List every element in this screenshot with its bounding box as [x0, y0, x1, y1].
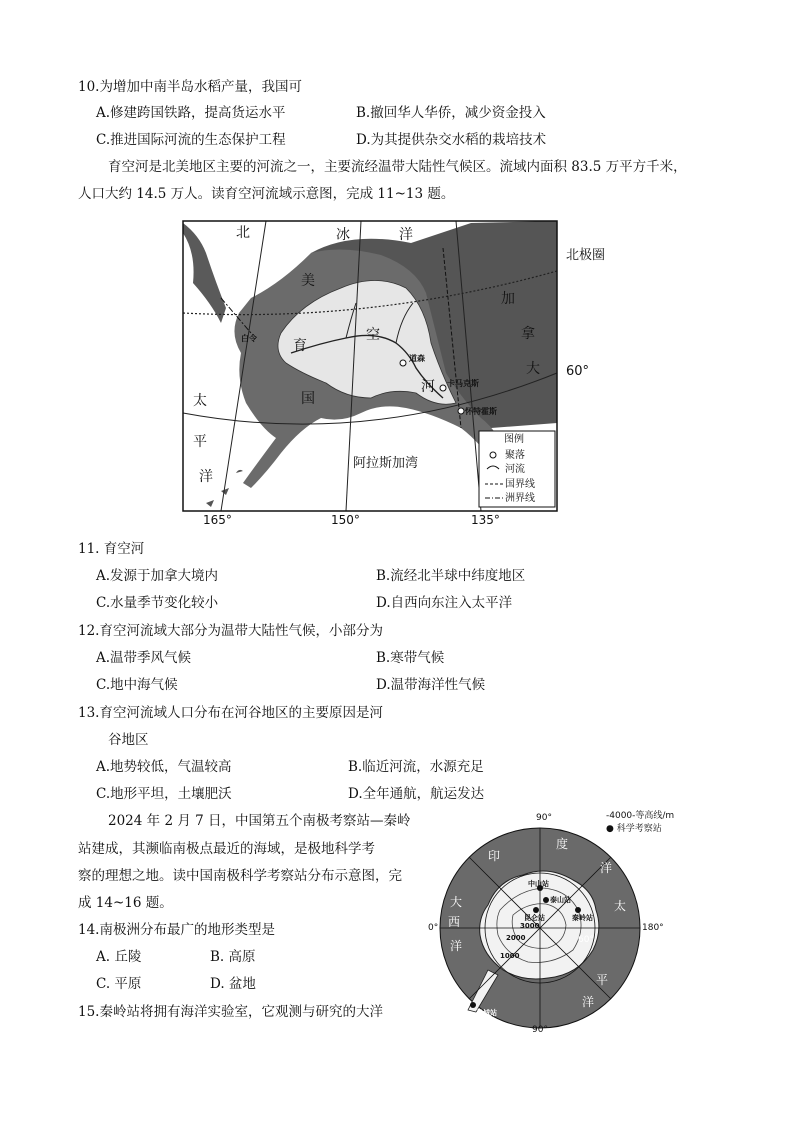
town-dawson-marker: [400, 360, 406, 366]
label-town-dawson: 道森: [409, 354, 425, 363]
label-lon-135: 135°: [471, 513, 500, 525]
label-north: 北: [236, 225, 250, 241]
label-ping-pacific: 平: [596, 973, 609, 987]
q13-option-c: C.地形平坦，土壤肥沃: [96, 786, 232, 802]
q13-option-a: A.地势较低，气温较高: [96, 759, 232, 775]
label-deg-0: 0°: [428, 923, 439, 933]
legend-settlement-symbol: [490, 452, 496, 458]
q14-option-c: C. 平原: [96, 976, 142, 992]
label-yang-pacific: 洋: [582, 995, 595, 1009]
meridian-lines: [440, 828, 640, 1028]
legend-settlement: 聚落: [505, 450, 525, 461]
q13-stem-line2: 谷地区: [108, 732, 149, 748]
q12-option-d: D.温带海洋性气候: [376, 677, 486, 693]
label-deg-60: 60°: [578, 935, 594, 945]
q10-option-c: C.推进国际河流的生态保护工程: [96, 132, 286, 148]
label-arctic-circle-outside: 北极圈: [566, 248, 606, 263]
legend-contour: -4000-等高线/m: [606, 811, 675, 821]
label-deg-90-top: 90°: [536, 813, 552, 823]
q11-stem: 11. 育空河: [78, 541, 145, 557]
label-xi: 西: [448, 915, 461, 929]
q11-option-a: A.发源于加拿大境内: [96, 568, 219, 584]
legend-continent-line: 洲界线: [505, 493, 535, 504]
label-he: 河: [421, 379, 435, 395]
q12-option-b: B.寒带气候: [376, 650, 445, 666]
label-deg-90-bottom: 90°: [532, 1025, 548, 1032]
q14-stem: 14.南极洲分布最广的地形类型是: [78, 922, 275, 938]
q10-stem: 10.为增加中南半岛水稻产量，我国可: [78, 79, 302, 95]
legend-title: 图例: [504, 434, 524, 445]
label-na: 拿: [521, 326, 535, 342]
label-yin: 印: [488, 849, 501, 863]
q10-option-b: B.撤回华人华侨，减少资金投入: [356, 105, 546, 121]
q12-option-a: A.温带季风气候: [96, 650, 192, 666]
label-da-atlantic: 大: [450, 895, 463, 909]
label-tai-pacific: 太: [614, 899, 627, 913]
station-greatwall-marker: [470, 1002, 476, 1008]
label-contour-3000: 3000: [520, 922, 540, 930]
label-yu: 育: [293, 338, 307, 354]
label-yang-atlantic: 洋: [450, 939, 463, 953]
label-town-whitehorse: 怀特霍斯: [465, 407, 497, 416]
label-du: 度: [556, 837, 569, 851]
label-kong: 空: [366, 327, 380, 343]
q12-option-c: C.地中海气候: [96, 677, 178, 693]
passage-antarctic-line2: 站建成，其濒临南极点最近的海域，是极地科学考: [78, 841, 375, 857]
station-taishan-marker: [543, 897, 549, 903]
q13-option-b: B.临近河流，水源充足: [348, 759, 484, 775]
q11-option-c: C.水量季节变化较小: [96, 595, 219, 611]
passage-antarctic-line3: 察的理想之地。读中国南极科学考察站分布示意图，完: [78, 868, 402, 884]
q14-option-a: A. 丘陵: [96, 949, 142, 965]
legend-station: ● 科学考察站: [606, 824, 662, 834]
label-station-kunlun: 昆仑站: [524, 914, 545, 922]
passage-antarctic-line1: 2024 年 2 月 7 日，中国第五个南极考察站—秦岭: [108, 813, 411, 829]
legend-river: 河流: [505, 464, 525, 475]
q11-option-d: D.自西向东注入太平洋: [376, 595, 513, 611]
passage-antarctic-line4: 成 14~16 题。: [78, 895, 173, 911]
label-station-qinling: 秦岭站: [572, 914, 593, 922]
label-yang: 洋: [199, 469, 213, 485]
station-kunlun-marker: [533, 907, 539, 913]
town-carmacks-marker: [440, 385, 446, 391]
label-lon-165: 165°: [203, 513, 232, 525]
passage-yukon-line1: 育空河是北美地区主要的河流之一，主要流经温带大陆性气候区。流域内面积 83.5 万平方千米，: [108, 159, 687, 175]
label-station-taishan: 泰山站: [550, 896, 571, 904]
label-deg-180: 180°: [642, 923, 664, 933]
label-yang-indian: 洋: [600, 861, 613, 875]
label-station-zhongshan: 中山站: [528, 880, 549, 888]
label-ice: 冰: [336, 227, 350, 243]
q12-stem: 12.育空河流域大部分为温带大陆性气候，小部分为: [78, 623, 383, 639]
q10-option-a: A.修建跨国铁路，提高货运水平: [96, 105, 286, 121]
antarctic-stations-map: [428, 810, 718, 1032]
label-strait: 白令: [241, 334, 257, 343]
label-ocean: 洋: [399, 227, 413, 243]
label-gulf-of-alaska: 阿拉斯加湾: [353, 456, 419, 471]
label-station-greatwall: 长城站: [476, 1009, 497, 1017]
label-guo: 国: [301, 391, 315, 407]
station-qinling-marker: [575, 907, 581, 913]
label-ping: 平: [193, 434, 207, 450]
q15-stem: 15.秦岭站将拥有海洋实验室，它观测与研究的大洋: [78, 1004, 383, 1020]
label-contour-2000: 2000: [506, 934, 526, 942]
label-mei: 美: [301, 273, 315, 289]
yukon-basin-map: [181, 213, 559, 525]
label-da: 大: [526, 361, 540, 377]
q10-option-d: D.为其提供杂交水稻的栽培技术: [356, 132, 547, 148]
town-whitehorse-marker: [458, 408, 464, 414]
label-contour-1000: 1000: [500, 952, 520, 960]
q14-option-b: B. 高原: [210, 949, 256, 965]
q13-option-d: D.全年通航，航运发达: [348, 786, 485, 802]
label-lat-60: 60°: [566, 364, 590, 379]
label-lon-150: 150°: [331, 513, 360, 525]
label-jia: 加: [501, 291, 515, 307]
q14-option-d: D. 盆地: [210, 976, 256, 992]
label-town-carmacks: 卡马克斯: [447, 379, 479, 388]
q13-stem-line1: 13.育空河流域人口分布在河谷地区的主要原因是河: [78, 705, 383, 721]
q11-option-b: B.流经北半球中纬度地区: [376, 568, 526, 584]
legend-border: 国界线: [505, 479, 535, 490]
passage-yukon-line2: 人口大约 14.5 万人。读育空河流域示意图，完成 11~13 题。: [78, 186, 455, 202]
label-tai: 太: [193, 393, 207, 409]
